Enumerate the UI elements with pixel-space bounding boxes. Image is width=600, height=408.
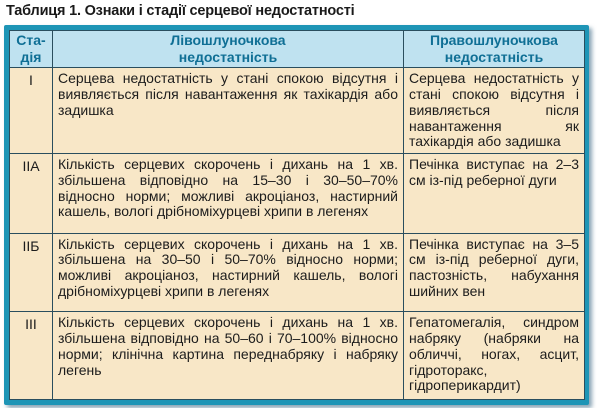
heart-failure-table — [9, 30, 585, 400]
left-ventricular-cell: Кількість серцевих скорочень і дихань на 1 хв. збільшена відповідно на 15–30 і 30–50–70% відносно норми; можливі акроціаноз, настирний кашель, вологі дрібноміхурцеві хрипи в легенях — [53, 153, 404, 233]
header-right-line2: недостатність — [444, 49, 544, 66]
header-left-line2: недостатність — [178, 49, 278, 66]
left-ventricular-cell: Кількість серцевих скорочень і дихань на 1 хв. збільшена на 30–50 і 50–70% відносно норми; можливі акроціаноз, настирний кашель, вологі дрібноміхурцеві хрипи в легенях — [53, 233, 404, 312]
right-ventricular-cell: Гепатомегалія, синдром набряку (набряки на обличчі, ногах, асцит, гідроторакс, гідроперикардит) — [404, 312, 585, 400]
header-left-ventricular — [53, 31, 404, 68]
header-right-line1: Правошлуночкова — [430, 32, 558, 49]
table-title: Таблиця 1. Ознаки і стадії серцевої недостатності — [6, 3, 355, 19]
right-ventricular-cell: Печінка виступає на 2–3 см із-під реберної дуги — [404, 153, 585, 233]
table-row — [10, 153, 585, 233]
table-header-row — [10, 31, 585, 68]
stage-cell: I — [10, 68, 53, 154]
right-ventricular-cell: Серцева недостатність у стані спокою відсутня і виявляється після навантаження як тахікардія або задишка — [404, 68, 585, 154]
table-row — [10, 68, 585, 154]
stage-cell: III — [10, 312, 53, 400]
left-ventricular-cell: Кількість серцевих скорочень і дихань на 1 хв. збільшена відповідно на 50–60 і 70–100% відносно норми; клінічна картина переднабряку і набряку легень — [53, 312, 404, 400]
header-stage-line1: Ста- — [16, 32, 46, 49]
header-stage — [10, 31, 53, 68]
header-right-ventricular — [404, 31, 585, 68]
header-left-line1: Лівошлуночкова — [170, 32, 286, 49]
right-ventricular-cell: Печінка виступає на 3–5 см із-під реберної дуги, пастозність, набухання шийних вен — [404, 233, 585, 312]
table-row — [10, 233, 585, 312]
stage-cell: IIA — [10, 153, 53, 233]
table-frame — [4, 25, 589, 405]
header-stage-line2: дія — [20, 49, 42, 66]
left-ventricular-cell: Серцева недостатність у стані спокою відсутня і виявляється після навантаження як тахікардія або задишка — [53, 68, 404, 154]
stage-cell: IIБ — [10, 233, 53, 312]
table-row — [10, 312, 585, 400]
